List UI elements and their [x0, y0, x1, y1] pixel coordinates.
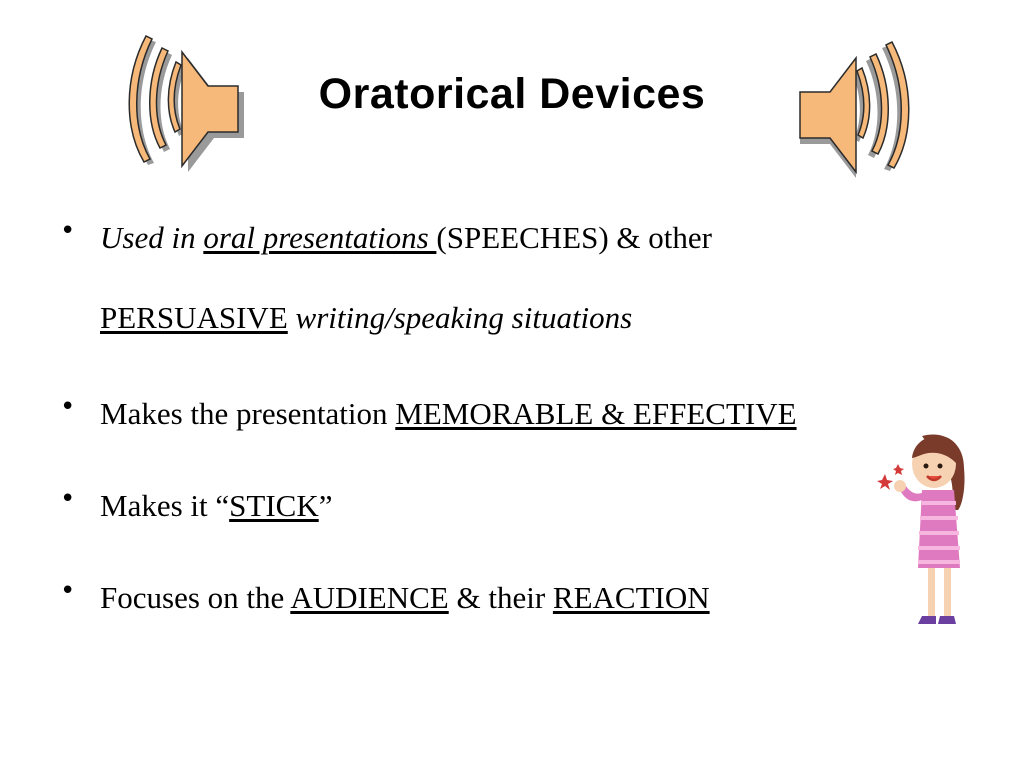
bullet-item: [58, 486, 332, 526]
bullet-text: Focuses on the: [100, 580, 291, 615]
bullet-line: [100, 578, 710, 618]
bullet-item: [58, 218, 712, 338]
bullet-glyph: •: [60, 576, 76, 606]
bullet-line: [100, 218, 712, 258]
page-title: Oratorical Devices: [318, 70, 706, 118]
bullet-glyph: •: [60, 216, 76, 246]
bullet-glyph: •: [60, 484, 76, 514]
bullet-line: [100, 486, 332, 526]
speaker-icon: [786, 36, 916, 186]
bullet-line: [100, 394, 797, 434]
bullet-emphasis: REACTION: [552, 580, 710, 615]
bullet-text: Makes the presentation: [100, 396, 396, 431]
bullet-emphasis: oral presentations: [203, 220, 437, 255]
bullet-text: & their: [448, 580, 553, 615]
bullet-emphasis: MEMORABLE & EFFECTIVE: [395, 396, 797, 431]
bullet-text: (SPEECHES) & other: [436, 220, 712, 255]
girl-clapping-illustration: [872, 428, 972, 633]
bullet-text: ”: [318, 488, 333, 523]
bullet-text: Makes it “: [100, 488, 230, 523]
bullet-emphasis: STICK: [229, 488, 319, 523]
bullet-item: [58, 394, 797, 434]
bullet-text: Used in: [100, 220, 204, 255]
bullet-text: writing/speaking situations: [287, 300, 633, 335]
bullet-item: [58, 578, 710, 618]
bullet-emphasis: AUDIENCE: [290, 580, 449, 615]
bullet-emphasis: PERSUASIVE: [100, 300, 288, 335]
bullet-line: [100, 298, 712, 338]
bullet-glyph: •: [60, 392, 76, 422]
